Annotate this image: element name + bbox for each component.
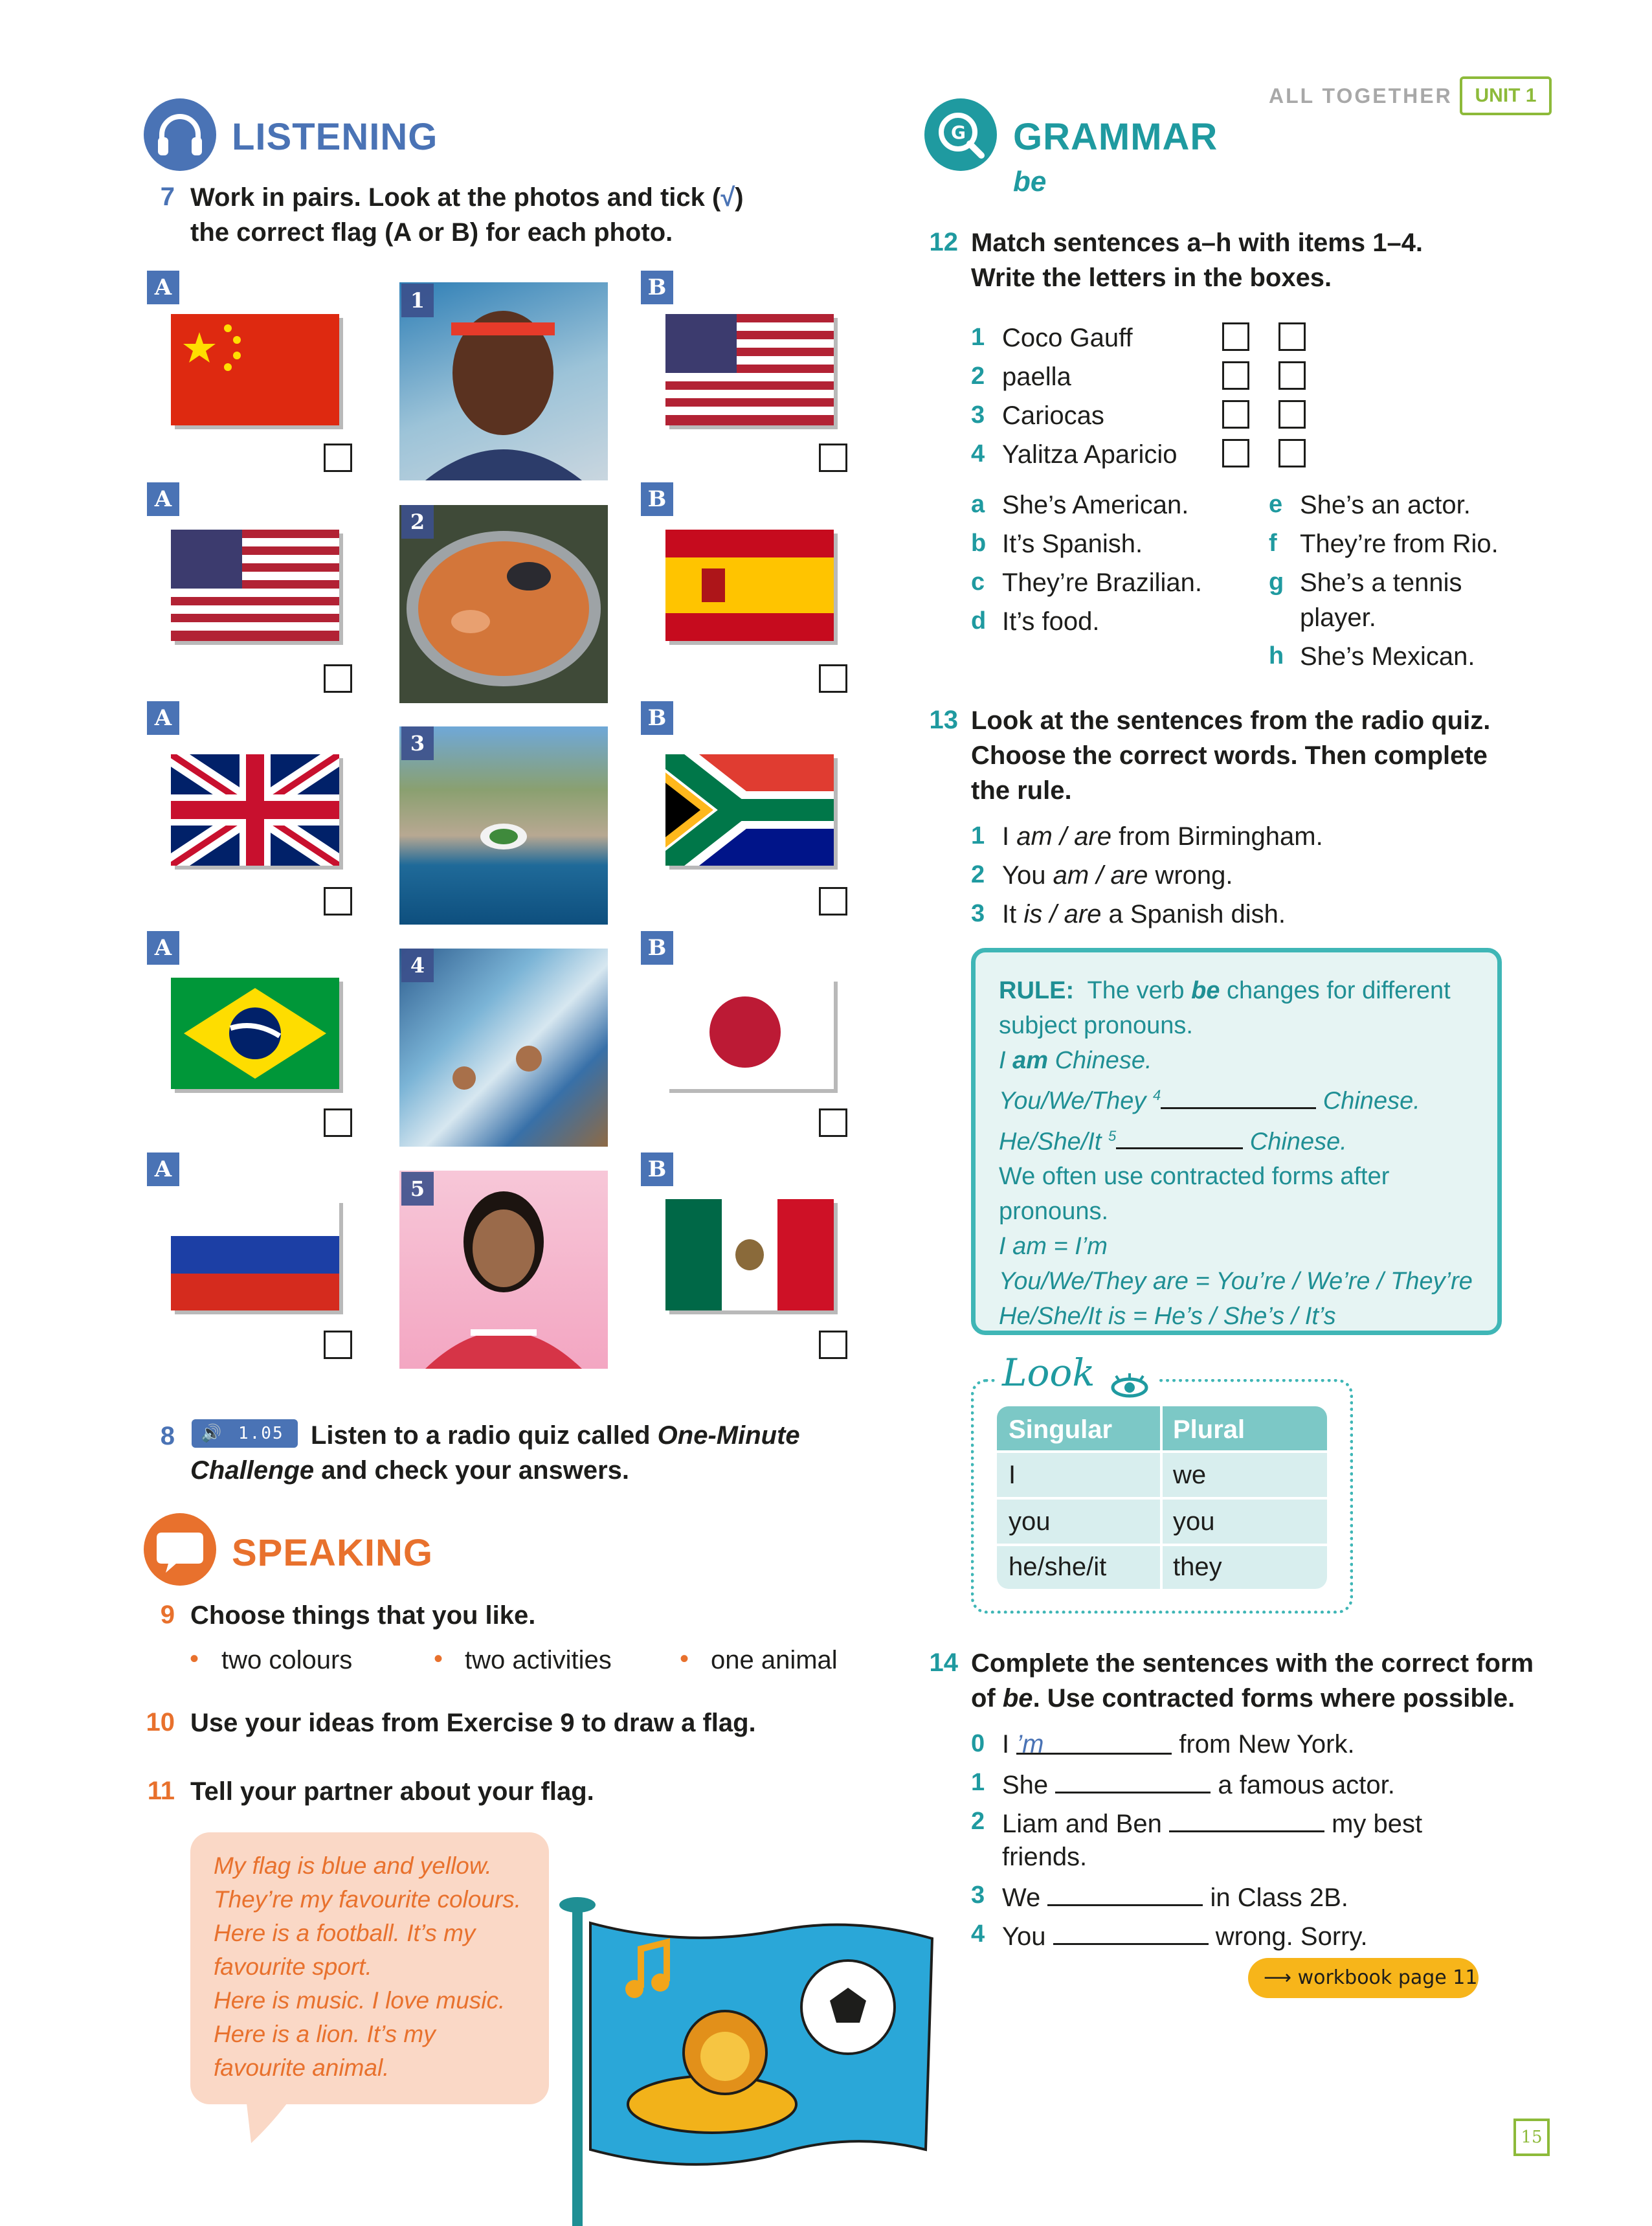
look-cell: you — [1009, 1507, 1051, 1536]
item-number: 2 — [971, 1808, 985, 1835]
answer-box[interactable] — [1222, 361, 1249, 390]
option-letter: c — [971, 568, 985, 596]
exercise-8-instruction: Listen to a radio quiz called One-Minute — [311, 1421, 800, 1450]
choice-sentence: It is / are a Spanish dish. — [1002, 900, 1286, 928]
option-a-label: A — [147, 271, 179, 304]
flag-mexico — [665, 1199, 834, 1310]
rule-blank-4[interactable] — [1161, 1085, 1316, 1109]
look-cell: I — [1009, 1461, 1016, 1489]
exercise-14-number: 14 — [929, 1648, 958, 1677]
grammar-title: GRAMMAR — [1013, 116, 1218, 158]
flag-japan — [665, 978, 834, 1089]
option-b-label: B — [641, 931, 673, 965]
answer-box[interactable] — [1222, 439, 1249, 467]
match-item: Cariocas — [1002, 401, 1104, 430]
option-letter: d — [971, 607, 987, 635]
photo-1-number: 1 — [401, 284, 434, 317]
photo-4-number: 4 — [401, 949, 434, 982]
answer-box[interactable] — [1278, 400, 1306, 429]
example-answer-blank: ’m — [1016, 1730, 1172, 1755]
speaking-title: SPEAKING — [232, 1532, 433, 1574]
look-header-plural: Plural — [1173, 1415, 1245, 1444]
page-number: 15 — [1513, 2119, 1550, 2156]
option-letter: f — [1269, 530, 1277, 557]
look-header-singular: Singular — [1009, 1415, 1113, 1444]
exercise-13-instruction: Look at the sentences from the radio quiz. Choose the correct words. Then complete the rule. — [971, 706, 1491, 805]
option-sentence: She’s Mexican. — [1300, 642, 1475, 671]
option-a-label: A — [147, 931, 179, 965]
option-a-label: A — [147, 701, 179, 735]
option-b-label: B — [641, 482, 673, 516]
gap-sentence: You wrong. Sorry. — [1002, 1920, 1368, 1951]
option-letter: b — [971, 530, 987, 557]
gap-sentence: We in Class 2B. — [1002, 1882, 1348, 1913]
option-letter: g — [1269, 568, 1284, 596]
audio-track-button[interactable]: 🔊 1.05 — [192, 1419, 298, 1448]
example-text: My flag is blue and yellow. They’re my favourite colours. Here is a football. It’s my favourite sport. Here is music. I love music. Here is a lion. It’s my favourite animal. — [214, 1852, 522, 2081]
tick-box-4a[interactable] — [324, 1108, 352, 1137]
item-number: 3 — [971, 1882, 985, 1909]
look-title: Look — [997, 1351, 1157, 1395]
workbook-link[interactable]: ⟶ workbook page 11 — [1248, 1958, 1479, 1998]
item-number: 4 — [971, 1920, 985, 1948]
option-b-label: B — [641, 701, 673, 735]
gap-sentence: Liam and Ben my best — [1002, 1808, 1422, 1839]
answer-blank[interactable] — [1169, 1808, 1324, 1832]
option-a-label: A — [147, 482, 179, 516]
exercise-12-instruction: Match sentences a–h with items 1–4. Write the letters in the boxes. — [971, 229, 1423, 292]
exercise-11-instruction: Tell your partner about your flag. — [190, 1777, 594, 1806]
tick-box-1a[interactable] — [324, 444, 352, 472]
look-cell: they — [1173, 1553, 1222, 1581]
tick-box-3b[interactable] — [819, 887, 847, 916]
look-cell: we — [1173, 1461, 1207, 1489]
match-item: Yalitza Aparicio — [1002, 440, 1178, 469]
choice-sentence: You am / are wrong. — [1002, 861, 1233, 890]
option-sentence-cont: player. — [1300, 603, 1376, 632]
bullet: • — [680, 1645, 689, 1673]
item-number: 2 — [971, 363, 985, 390]
item-number: 1 — [971, 822, 985, 849]
gap-sentence-cont: friends. — [1002, 1843, 1088, 1871]
headphones-icon — [144, 98, 216, 171]
answer-box[interactable] — [1222, 322, 1249, 351]
flag-spain — [665, 530, 834, 641]
item-number: 3 — [971, 401, 985, 429]
exercise-9-number: 9 — [160, 1601, 175, 1629]
flag-usa — [171, 530, 339, 641]
item-number: 1 — [971, 1769, 985, 1796]
unit-badge: UNIT 1 — [1460, 76, 1552, 115]
tick-box-5b[interactable] — [819, 1331, 847, 1359]
rule-blank-5[interactable] — [1116, 1125, 1243, 1149]
look-cell: he/she/it — [1009, 1553, 1107, 1581]
match-item: Coco Gauff — [1002, 324, 1133, 352]
flag-usa — [665, 314, 834, 425]
exercise-7-instruction: Work in pairs. Look at the photos and tick (√) the correct flag (A or B) for each photo. — [190, 183, 744, 247]
option-sentence: She’s American. — [1002, 491, 1189, 519]
answer-blank[interactable] — [1053, 1920, 1209, 1945]
rule-box: RULE: The verb be changes for different subject pronouns. I am Chinese. You/We/They $^4$ Chinese. He/She/It $^5$ Chinese. We often use contracted forms after pronouns. I am = I’m You/We/They are = You’re / We’re / They’re He/She/It is = He’s / She’s / It’s — [971, 948, 1502, 1335]
flag-south-africa — [665, 754, 834, 866]
listening-title: LISTENING — [232, 116, 438, 158]
exercise-14-instruction: Complete the sentences with the correct form of be. Use contracted forms where possible. — [971, 1649, 1534, 1713]
tick-box-2b[interactable] — [819, 664, 847, 693]
answer-box[interactable] — [1222, 400, 1249, 429]
answer-box[interactable] — [1278, 361, 1306, 390]
gap-sentence: I ’m from New York. — [1002, 1730, 1355, 1759]
exercise-13-number: 13 — [929, 706, 958, 734]
option-letter: h — [1269, 642, 1284, 669]
photo-5-number: 5 — [401, 1172, 434, 1206]
eye-icon — [1107, 1363, 1152, 1389]
exercise-12-number: 12 — [929, 228, 958, 256]
tick-box-1b[interactable] — [819, 444, 847, 472]
example-flag-illustration — [557, 1891, 945, 2226]
option-sentence: It’s Spanish. — [1002, 530, 1143, 558]
option-sentence: It’s food. — [1002, 607, 1100, 636]
bullet-item: two activities — [465, 1646, 612, 1674]
speech-bubble-tail — [246, 2098, 298, 2143]
flag-uk — [171, 754, 339, 866]
exercise-7-number: 7 — [160, 183, 175, 211]
option-sentence: She’s a tennis — [1300, 568, 1462, 597]
option-letter: a — [971, 491, 985, 518]
exercise-8-instruction-line2: Challenge and check your answers. — [190, 1456, 630, 1485]
section-label: ALL TOGETHER — [1269, 84, 1453, 107]
item-number: 4 — [971, 440, 985, 467]
arrow-right-icon: ⟶ — [1264, 1966, 1292, 1989]
bullet-item: one animal — [711, 1646, 838, 1674]
match-item: paella — [1002, 363, 1071, 391]
tick-box-5a[interactable] — [324, 1331, 352, 1359]
speech-bubble-icon — [144, 1513, 216, 1586]
answer-blank[interactable] — [1055, 1769, 1211, 1793]
gap-sentence: She a famous actor. — [1002, 1769, 1395, 1800]
exercise-11-number: 11 — [147, 1777, 175, 1805]
photo-3-number: 3 — [401, 726, 434, 760]
tick-box-2a[interactable] — [324, 664, 352, 693]
item-number: 2 — [971, 861, 985, 888]
answer-blank[interactable] — [1047, 1882, 1203, 1906]
answer-box[interactable] — [1278, 322, 1306, 351]
flag-russia — [171, 1199, 339, 1310]
grammar-magnifier-icon — [924, 98, 997, 171]
exercise-10-instruction: Use your ideas from Exercise 9 to draw a flag. — [190, 1709, 756, 1737]
flag-brazil — [171, 978, 339, 1089]
item-number: 1 — [971, 324, 985, 351]
look-cell: you — [1173, 1507, 1215, 1536]
svg-text:G: G — [951, 122, 966, 143]
flag-china — [171, 314, 339, 425]
option-b-label: B — [641, 1152, 673, 1186]
exercise-8-number: 8 — [160, 1422, 175, 1450]
choice-sentence: I am / are from Birmingham. — [1002, 822, 1323, 851]
bullet-item: two colours — [221, 1646, 353, 1674]
option-b-label: B — [641, 271, 673, 304]
tick-box-3a[interactable] — [324, 887, 352, 916]
option-sentence: They’re Brazilian. — [1002, 568, 1203, 597]
answer-box[interactable] — [1278, 439, 1306, 467]
exercise-10-number: 10 — [146, 1708, 175, 1737]
bullet: • — [434, 1645, 443, 1673]
item-number: 3 — [971, 900, 985, 927]
option-sentence: She’s an actor. — [1300, 491, 1471, 519]
option-a-label: A — [147, 1152, 179, 1186]
option-sentence: They’re from Rio. — [1300, 530, 1499, 558]
item-number: 0 — [971, 1730, 985, 1757]
option-letter: e — [1269, 491, 1283, 518]
grammar-subtitle: be — [1013, 166, 1047, 197]
speaker-icon: 🔊 — [201, 1424, 222, 1443]
exercise-9-instruction: Choose things that you like. — [190, 1601, 536, 1630]
photo-2-number: 2 — [401, 505, 434, 539]
bullet: • — [190, 1645, 199, 1673]
tick-box-4b[interactable] — [819, 1108, 847, 1137]
look-table — [997, 1406, 1327, 1589]
